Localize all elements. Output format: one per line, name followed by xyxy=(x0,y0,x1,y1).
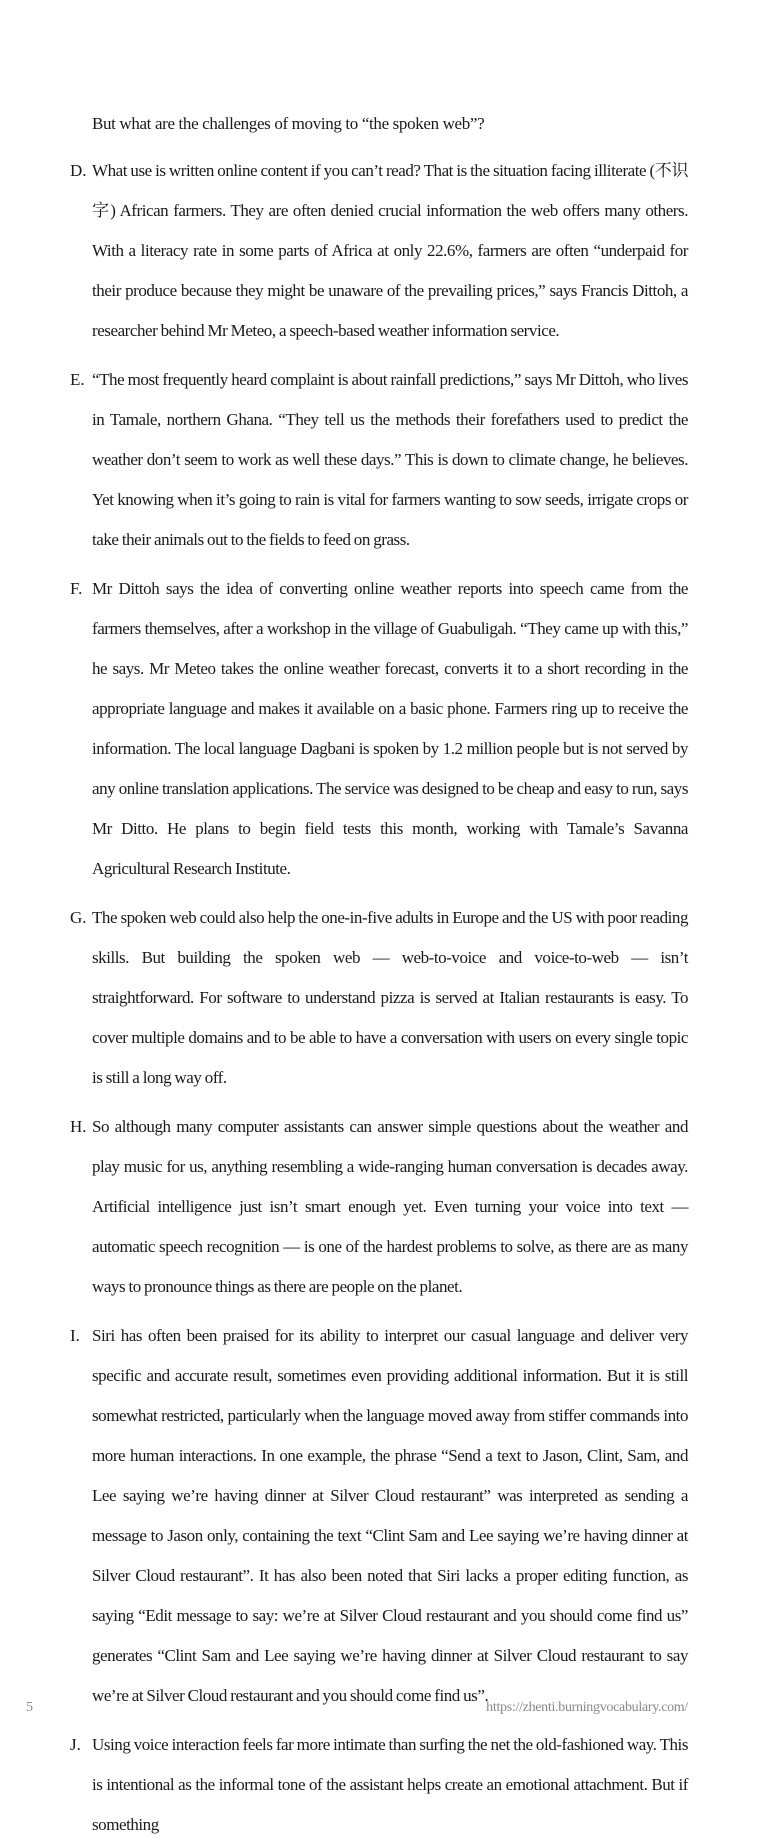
paragraph-letter: D. xyxy=(70,161,87,180)
paragraph-letter: F. xyxy=(70,579,83,598)
paragraph-f xyxy=(70,569,688,889)
article-body xyxy=(70,104,688,1845)
paragraph-g xyxy=(70,898,688,1098)
paragraph-letter: G. xyxy=(70,908,87,927)
paragraph-j xyxy=(70,1725,688,1845)
paragraph-text: Mr Dittoh says the idea of converting online weather reports into speech came from the farmers themselves, after a workshop in the village of Guabuligah. “They came up with this,” he says. Mr Meteo takes the online weather forecast, converts it to a short recording in the appropriate language and makes it available on a basic phone. Farmers ring up to receive the information. The local language Dagbani is spoken by 1.2 million people but is not served by any online translation applications. The service was designed to be cheap and easy to run, says Mr Ditto. He plans to begin field tests this month, working with Tamale’s Savanna Agricultural Research Institute. xyxy=(92,579,688,878)
paragraph-text: “The most frequently heard complaint is about rainfall predictions,” says Mr Dittoh, who lives in Tamale, northern Ghana. “They tell us the methods their forefathers used to predict the weather don’t seem to work as well these days.” This is down to climate change, he believes. Yet knowing when it’s going to rain is vital for farmers wanting to sow seeds, irrigate crops or take their animals out to the fields to feed on grass. xyxy=(92,370,688,549)
intro-line: But what are the challenges of moving to “the spoken web”? xyxy=(92,114,485,133)
paragraph-e xyxy=(70,360,688,560)
paragraph-text: The spoken web could also help the one-in-five adults in Europe and the US with poor reading skills. But building the spoken web — web-to-voice and voice-to-web — isn’t straightforward. For software to understand pizza is served at Italian restaurants is easy. To cover multiple domains and to be able to have a conversation with users on every single topic is still a long way off. xyxy=(92,908,688,1087)
paragraph-text: So although many computer assistants can answer simple questions about the weather and play music for us, anything resembling a wide-ranging human conversation is decades away. Artificial intelligence just isn’t smart enough yet. Even turning your voice into text — automatic speech recognition — is one of the hardest problems to solve, as there are as many ways to pronounce things as there are people on the planet. xyxy=(92,1117,688,1296)
paragraph-text: Siri has often been praised for its ability to interpret our casual language and deliver very specific and accurate result, sometimes even providing additional information. But it is still somewhat restricted, particularly when the language moved away from stiffer commands into more human interactions. In one example, the phrase “Send a text to Jason, Clint, Sam, and Lee saying we’re having dinner at Silver Cloud restaurant” was interpreted as sending a message to Jason only, containing the text “Clint Sam and Lee saying we’re having dinner at Silver Cloud restaurant”. It has also been noted that Siri lacks a proper editing function, as saying “Edit message to say: we’re at Silver Cloud restaurant and you should come find us” generates “Clint Sam and Lee saying we’re having dinner at Silver Cloud restaurant to say we’re at Silver Cloud restaurant and you should come find us”. xyxy=(92,1326,688,1705)
paragraph-letter: J. xyxy=(70,1735,81,1754)
paragraph-h xyxy=(70,1107,688,1307)
paragraph-text: Using voice interaction feels far more intimate than surfing the net the old-fashioned way. This is intentional as the informal tone of the assistant helps create an emotional attachment. But if something xyxy=(92,1735,688,1834)
paragraph-letter: E. xyxy=(70,370,85,389)
paragraph-text: What use is written online content if you can’t read? That is the situation facing illiterate (不识字) African farmers. They are often denied crucial information the web offers many others. With a literacy rate in some parts of Africa at only 22.6%, farmers are often “underpaid for their produce because they might be unaware of the prevailing prices,” says Francis Dittoh, a researcher behind Mr Meteo, a speech-based weather information service. xyxy=(92,161,688,340)
page-number: 5 xyxy=(26,1700,33,1715)
paragraph-i xyxy=(70,1316,688,1716)
source-url[interactable]: https://zhenti.burningvocabulary.com/ xyxy=(486,1700,688,1715)
paragraph-letter: H. xyxy=(70,1117,87,1136)
paragraph-d xyxy=(70,151,688,351)
paragraph-letter: I. xyxy=(70,1326,80,1345)
